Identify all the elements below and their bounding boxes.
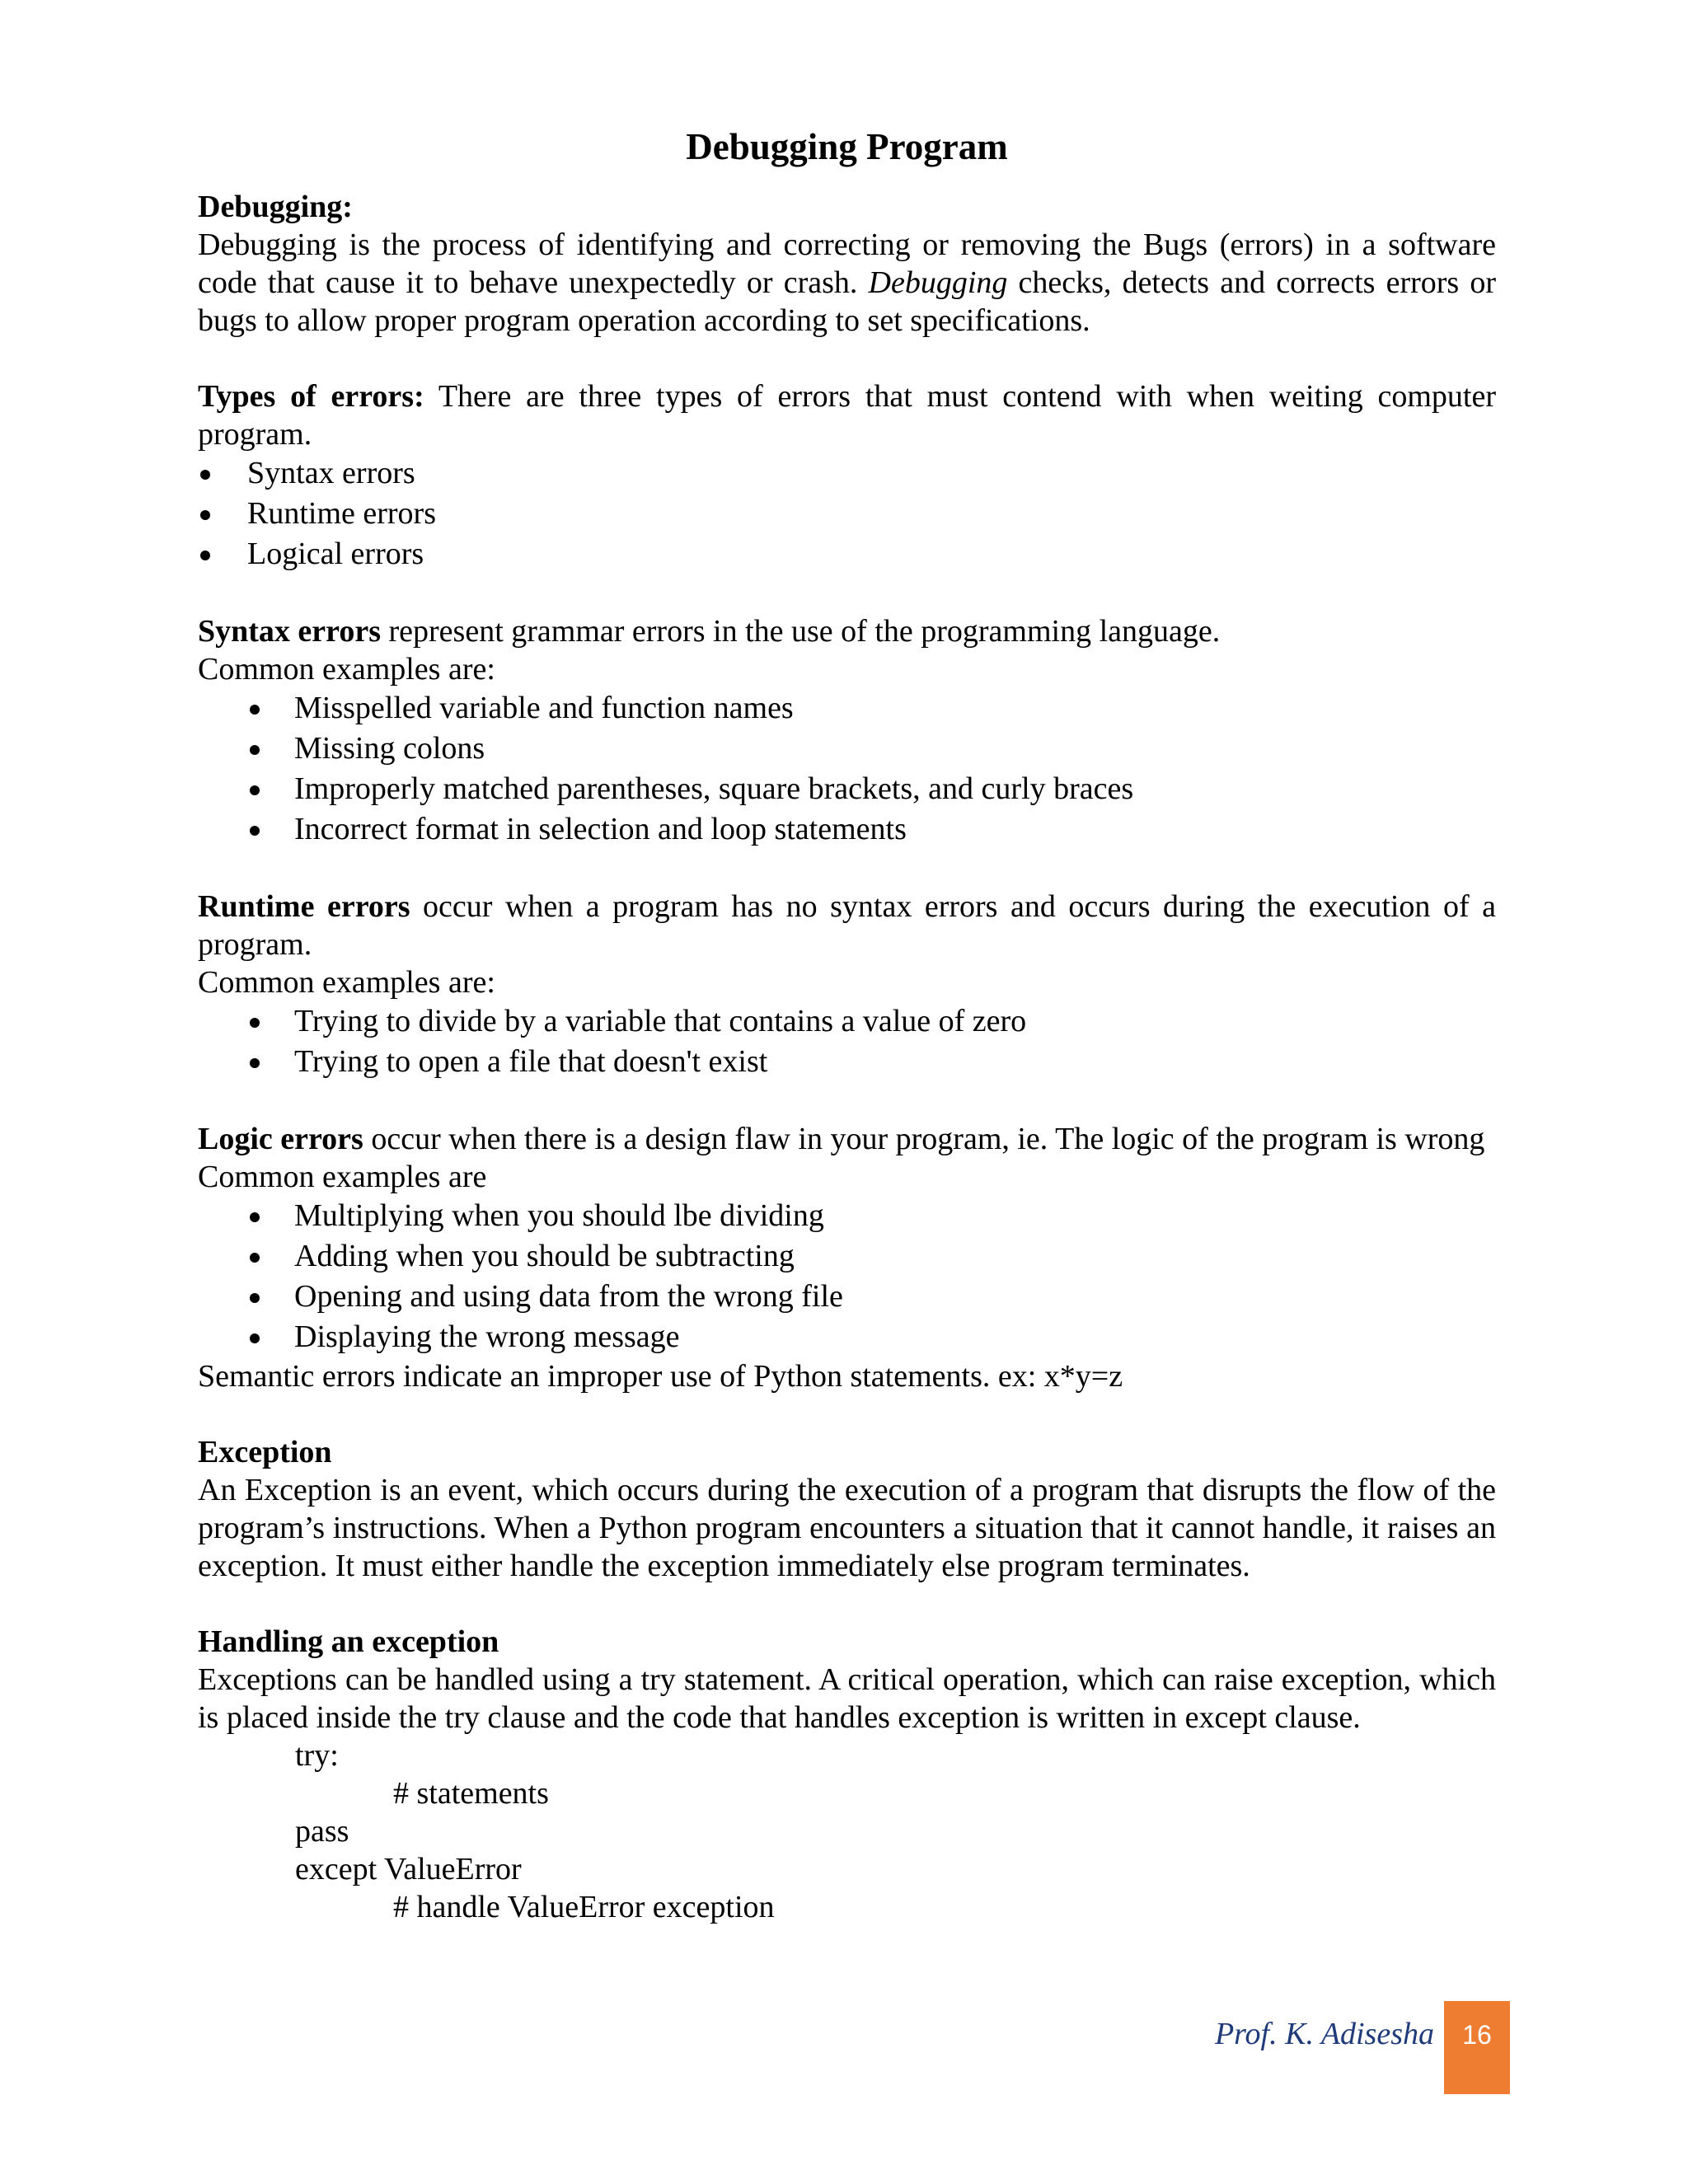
syntax-heading: Syntax errors — [198, 614, 381, 649]
list-item — [198, 769, 1496, 809]
page-number-badge — [1444, 2001, 1510, 2094]
code-line: # handle ValueError exception — [393, 1890, 775, 1924]
list-item — [198, 1196, 1496, 1236]
syntax-paragraph — [198, 612, 1496, 650]
code-line: # statements — [393, 1776, 549, 1811]
list-item-text: Missing colons — [294, 731, 485, 766]
list-item — [198, 453, 1496, 494]
logic-paragraph — [198, 1120, 1496, 1158]
logic-heading: Logic errors — [198, 1122, 363, 1156]
logic-list — [198, 1196, 1496, 1357]
types-heading: Types of errors: — [198, 379, 424, 414]
debugging-text-1: Debugging is the process of identifying and correcting or removing the Bugs (errors) in a software code that cause it to behave unexpectedly or crash. — [198, 227, 1496, 300]
handling-heading: Handling an exception — [198, 1624, 499, 1659]
list-item — [198, 1277, 1496, 1317]
list-item-text: Multiplying when you should lbe dividing — [294, 1198, 824, 1233]
runtime-heading: Runtime errors — [198, 889, 410, 924]
list-item-text: Logical errors — [247, 537, 424, 571]
footer-author: Prof. K. Adisesha — [1214, 2017, 1434, 2051]
list-item — [198, 729, 1496, 769]
list-item-text: Adding when you should be subtracting — [294, 1239, 795, 1273]
list-item — [198, 688, 1496, 729]
code-line: try: — [295, 1738, 339, 1773]
list-item — [198, 1001, 1496, 1042]
runtime-text: occur when a program has no syntax errors and occurs during the execution of a program. — [198, 889, 1496, 962]
code-line: except ValueError — [295, 1852, 522, 1886]
runtime-paragraph — [198, 888, 1496, 963]
types-list — [198, 453, 1496, 574]
syntax-text: represent grammar errors in the use of the programming language. — [381, 614, 1221, 649]
logic-text: occur when there is a design flaw in your program, ie. The logic of the program is wrong — [363, 1122, 1485, 1156]
types-paragraph — [198, 377, 1496, 453]
debugging-text-2: checks, detects and corrects errors or bugs to allow proper program operation according to set specifications. — [198, 265, 1497, 338]
list-item-text: Displaying the wrong message — [294, 1319, 680, 1354]
semantic-note: Semantic errors indicate an improper use of Python statements. ex: x*y=z — [198, 1359, 1123, 1394]
logic-examples-label: Common examples are — [198, 1160, 487, 1194]
list-item-text: Trying to divide by a variable that contains a value of zero — [294, 1004, 1027, 1038]
exception-heading: Exception — [198, 1435, 332, 1469]
list-item — [198, 809, 1496, 850]
debugging-paragraph — [198, 226, 1496, 340]
syntax-list — [198, 688, 1496, 850]
list-item-text: Improperly matched parentheses, square brackets, and curly braces — [294, 771, 1134, 806]
syntax-examples-label: Common examples are: — [198, 652, 495, 687]
list-item — [198, 1317, 1496, 1357]
list-item — [198, 534, 1496, 574]
handling-paragraph: Exceptions can be handled using a try statement. A critical operation, which can raise exception, which is placed inside the try clause and the code that handles exception is written in except clause. — [198, 1662, 1496, 1735]
code-block — [198, 1736, 1496, 1926]
list-item-text: Trying to open a file that doesn't exist — [294, 1044, 768, 1079]
list-item-text: Opening and using data from the wrong file — [294, 1279, 843, 1314]
page-title: Debugging Program — [686, 126, 1008, 167]
list-item — [198, 1236, 1496, 1277]
list-item-text: Misspelled variable and function names — [294, 691, 794, 725]
runtime-list — [198, 1001, 1496, 1082]
debugging-heading: Debugging: — [198, 190, 353, 224]
list-item-text: Runtime errors — [247, 496, 437, 531]
exception-paragraph: An Exception is an event, which occurs during the execution of a program that disrupts the flow of the program’s instructions. When a Python program encounters a situation that it cannot handle, it raises an exception. It must either handle the exception immediately else program terminates. — [198, 1473, 1496, 1583]
types-text: There are three types of errors that must contend with when weiting computer program. — [198, 379, 1496, 452]
runtime-examples-label: Common examples are: — [198, 965, 495, 1000]
list-item — [198, 1042, 1496, 1082]
debugging-text-italic: Debugging — [868, 265, 1008, 300]
page-number: 16 — [1462, 2020, 1492, 2050]
page-content — [198, 124, 1496, 1926]
code-line: pass — [295, 1814, 349, 1849]
list-item — [198, 494, 1496, 534]
list-item-text: Incorrect format in selection and loop statements — [294, 812, 907, 846]
list-item-text: Syntax errors — [247, 456, 415, 490]
